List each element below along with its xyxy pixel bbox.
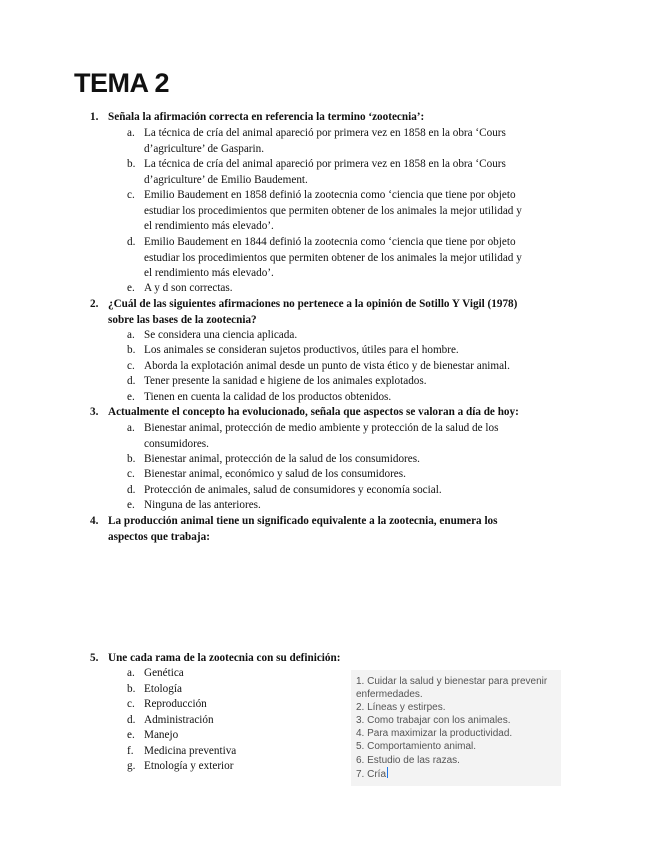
option-text: Emilio Baudement en 1858 definió la zootecnia como ‘ciencia que tiene por objeto estudiar los procedimientos que permiten obtener de los animales la mejor utilidad y el rendimiento más elevado’. — [144, 189, 522, 232]
option-letter: a. — [127, 127, 135, 139]
option-text: Bienestar animal, económico y salud de los consumidores. — [144, 468, 406, 480]
option-letter: d. — [127, 484, 136, 496]
q3-option-c — [127, 467, 529, 483]
definition-line: 5. Comportamiento animal. — [356, 741, 477, 753]
q2-option-a — [127, 328, 529, 344]
option-text: La técnica de cría del animal apareció por primera vez en 1858 en la obra ‘Cours d’agriculture’ de Emilio Baudement. — [144, 158, 506, 186]
option-letter: e. — [127, 729, 135, 741]
option-text: Ninguna de las anteriores. — [144, 499, 261, 511]
q2-option-b — [127, 343, 529, 359]
definitions-text-box[interactable] — [351, 670, 561, 786]
option-text: Aborda la explotación animal desde un punto de vista ético y de bienestar animal. — [144, 360, 510, 372]
question-number: 5. — [90, 652, 99, 664]
option-text: Medicina preventiva — [144, 745, 237, 757]
question-number: 4. — [90, 515, 99, 527]
option-text: Tienen en cuenta la calidad de los productos obtenidos. — [144, 391, 392, 403]
option-text: Administración — [144, 714, 214, 726]
page-title: TEMA 2 — [74, 68, 170, 98]
q3-option-a — [127, 421, 529, 452]
definition-line: enfermedades. — [356, 689, 423, 701]
question-text: Une cada rama de la zootecnia con su definición: — [108, 652, 341, 664]
definition-line: 7. Cría — [356, 768, 387, 780]
question-text: Actualmente el concepto ha evolucionado, señala que aspectos se valoran a día de hoy: — [108, 406, 519, 418]
option-letter: b. — [127, 344, 136, 356]
option-letter: g. — [127, 760, 136, 772]
question-text: Señala la afirmación correcta en referencia la termino ‘zootecnia’: — [108, 111, 425, 123]
definition-line: 1. Cuidar la salud y bienestar para prevenir — [356, 676, 548, 687]
definition-line: 4. Para maximizar la productividad. — [356, 728, 513, 740]
question-2 — [90, 297, 528, 328]
option-letter: c. — [127, 360, 135, 372]
option-letter: c. — [127, 698, 135, 710]
question-text: ¿Cuál de las siguientes afirmaciones no pertenece a la opinión de Sotillo Y Vigil (1978) sobre las bases de la zootecnia? — [108, 298, 518, 326]
q3-option-d — [127, 483, 529, 499]
question-5 — [90, 651, 528, 667]
question-1 — [90, 110, 528, 126]
option-text: Emilio Baudement en 1844 definió la zootecnia como ‘ciencia que tiene por objeto estudiar los procedimientos que permiten obtener de los animales la mejor utilidad y el rendimiento más elevado’. — [144, 236, 522, 279]
question-number: 2. — [90, 298, 99, 310]
option-letter: e. — [127, 282, 135, 294]
option-text: La técnica de cría del animal apareció por primera vez en 1858 en la obra ‘Cours d’agriculture’ de Gasparin. — [144, 127, 506, 155]
definition-line: 2. Líneas y estirpes. — [356, 702, 446, 714]
option-text: Etología — [144, 683, 182, 695]
q2-option-c — [127, 359, 529, 375]
option-text: Bienestar animal, protección de la salud de los consumidores. — [144, 453, 420, 465]
option-text: Genética — [144, 667, 184, 679]
option-letter: d. — [127, 375, 136, 387]
option-letter: d. — [127, 236, 136, 248]
option-text: Tener presente la sanidad e higiene de los animales explotados. — [144, 375, 427, 387]
q1-option-c — [127, 188, 529, 235]
text-cursor — [387, 767, 388, 778]
option-letter: c. — [127, 189, 135, 201]
option-letter: a. — [127, 329, 135, 341]
q2-option-d — [127, 374, 529, 390]
option-letter: d. — [127, 714, 136, 726]
q1-option-d — [127, 235, 529, 282]
option-letter: b. — [127, 683, 136, 695]
question-3 — [90, 405, 528, 421]
question-number: 3. — [90, 406, 99, 418]
option-letter: c. — [127, 468, 135, 480]
definition-line: 6. Estudio de las razas. — [356, 754, 460, 766]
definition-line-last — [356, 767, 557, 781]
option-text: Manejo — [144, 729, 179, 741]
option-letter: b. — [127, 158, 136, 170]
option-letter: e. — [127, 499, 135, 511]
q1-option-a — [127, 126, 529, 157]
option-letter: a. — [127, 667, 135, 679]
q2-option-e — [127, 390, 529, 406]
option-text: Bienestar animal, protección de medio ambiente y protección de la salud de los consumidores. — [144, 422, 499, 450]
q1-option-b — [127, 157, 529, 188]
q3-option-b — [127, 452, 529, 468]
option-text: A y d son correctas. — [144, 282, 233, 294]
q3-option-e — [127, 498, 529, 514]
question-text: La producción animal tiene un significado equivalente a la zootecnia, enumera los aspectos que trabaja: — [108, 515, 498, 543]
question-4 — [90, 514, 528, 545]
q1-option-e — [127, 281, 529, 297]
option-letter: e. — [127, 391, 135, 403]
option-text: Los animales se consideran sujetos productivos, útiles para el hombre. — [144, 344, 459, 356]
option-letter: a. — [127, 422, 135, 434]
definition-line: 3. Como trabajar con los animales. — [356, 715, 511, 727]
option-text: Reproducción — [144, 698, 207, 710]
option-letter: b. — [127, 453, 136, 465]
option-text: Etnología y exterior — [144, 760, 234, 772]
option-letter: f. — [127, 745, 134, 757]
option-text: Se considera una ciencia aplicada. — [144, 329, 298, 341]
question-number: 1. — [90, 111, 99, 123]
option-text: Protección de animales, salud de consumidores y economía social. — [144, 484, 442, 496]
